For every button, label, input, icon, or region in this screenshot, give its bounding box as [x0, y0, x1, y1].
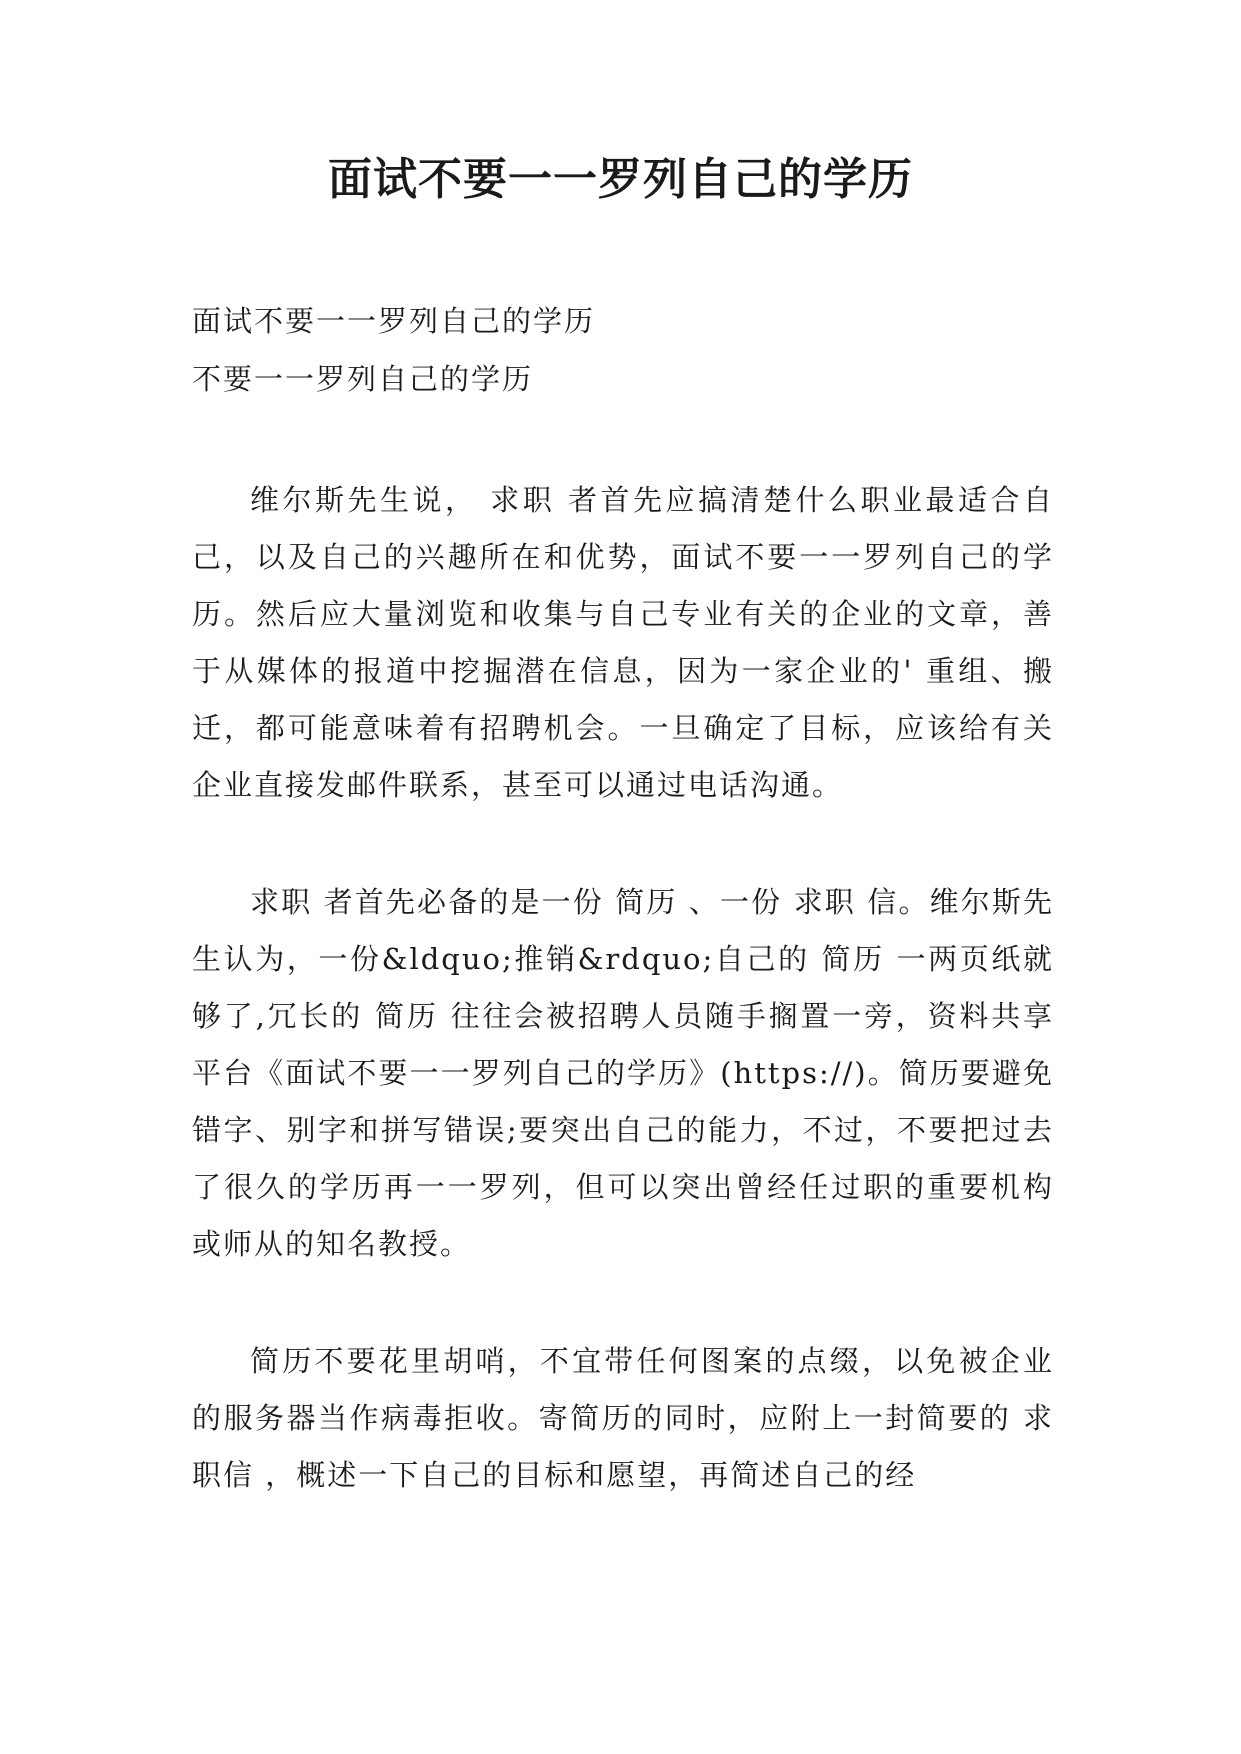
subtitle-line-2: 不要一一罗列自己的学历 — [192, 362, 534, 396]
paragraph-3: 简历不要花里胡哨，不宜带任何图案的点缀，以免被企业的服务器当作病毒拒收。寄简历的同时，应附上一封简要的 求职信 ，概述一下自己的目标和愿望，再简述自己的经 — [192, 1344, 1054, 1492]
document-title: 面试不要一一罗列自己的学历 — [328, 154, 913, 205]
document-body — [192, 292, 1054, 1504]
paragraph-1: 维尔斯先生说， 求职 者首先应搞清楚什么职业最适合自己，以及自己的兴趣所在和优势，面试不要一一罗列自己的学历。然后应大量浏览和收集与自己专业有关的企业的文章，善于从媒体的报道中挖掘潜在信息，因为一家企业的' 重组、搬迁，都可能意味着有招聘机会。一旦确定了目标，应该给有关企业直接发邮件联系，甚至可以通过电话沟通。 — [192, 483, 1054, 802]
paragraph-2: 求职 者首先必备的是一份 简历 、一份 求职 信。维尔斯先生认为，一份&ldquo;推销&rdquo;自己的 简历 一两页纸就够了,冗长的 简历 往往会被招聘人员随手搁置一旁，资料共享平台《面试不要一一罗列自己的学历》(https://)。简历要避免错字、别字和拼写错误;要突出自己的能力，不过，不要把过去了很久的学历再一一罗列，但可以突出曾经任过职的重要机构或师从的知名教授。 — [192, 885, 1054, 1261]
subtitle-line-1: 面试不要一一罗列自己的学历 — [192, 304, 596, 338]
